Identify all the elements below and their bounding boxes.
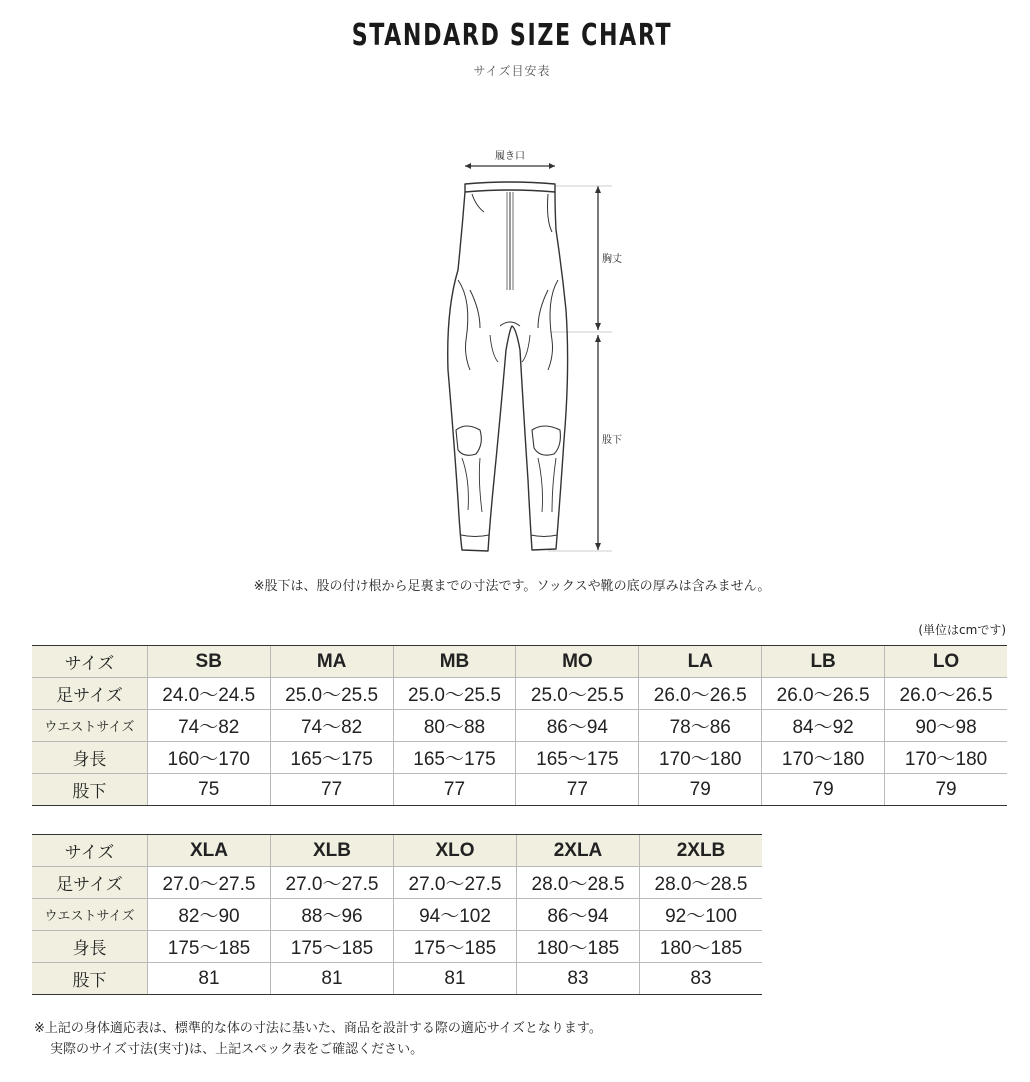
inseam-note: ※股下は、股の付け根から足裏までの寸法です。ソックスや靴の底の厚みは含みません。 [253,579,771,594]
table-cell: 86〜94 [517,899,640,931]
table-cell: 83 [517,963,640,995]
footer-note [34,1018,602,1060]
footer-note-line1: ※上記の身体適応表は、標準的な体の寸法に基いた、商品を設計する際の適応サイズとなります。 [34,1021,602,1036]
table-cell: 170〜180 [885,742,1007,774]
table-cell: 74〜82 [270,710,393,742]
table-cell: 170〜180 [639,742,762,774]
table-row [32,646,1007,678]
label-inseam: 股下 [602,435,622,446]
table-cell: 180〜185 [640,931,763,963]
table-cell: 74〜82 [147,710,270,742]
table-cell: 175〜185 [271,931,394,963]
label-opening: 履き口 [495,151,525,162]
table-cell: 25.0〜25.5 [270,678,393,710]
size-header: MB [393,646,516,678]
footer-note-line2: 実際のサイズ寸法(実寸)は、上記スペック表をご確認ください。 [50,1042,424,1057]
row-label-waist: ウエストサイズ [32,899,148,931]
table-cell: 27.0〜27.5 [271,867,394,899]
table-row [32,899,762,931]
row-label-height: 身長 [32,742,147,774]
opening-arrow-right [549,163,555,169]
table-row [32,774,1007,806]
page-subtitle: サイズ目安表 [473,64,551,78]
size-header: 2XLB [640,835,763,867]
size-header: 2XLA [517,835,640,867]
size-header: LO [885,646,1007,678]
table-cell: 82〜90 [148,899,271,931]
size-header: MO [516,646,639,678]
table-cell: 28.0〜28.5 [517,867,640,899]
wader-outline [448,182,568,551]
table-cell: 79 [639,774,762,806]
table-row [32,835,762,867]
table-cell: 26.0〜26.5 [885,678,1007,710]
table-cell: 26.0〜26.5 [762,678,885,710]
table-cell: 24.0〜24.5 [147,678,270,710]
table-cell: 90〜98 [885,710,1007,742]
wader-diagram [420,140,650,560]
table-cell: 170〜180 [762,742,885,774]
table-cell: 75 [147,774,270,806]
table-row [32,742,1007,774]
table-cell: 180〜185 [517,931,640,963]
table-row [32,963,762,995]
table-cell: 92〜100 [640,899,763,931]
size-table-2 [32,834,762,995]
unit-note: (単位はcmです) [918,623,1006,637]
table-cell: 81 [271,963,394,995]
page-title: STANDARD SIZE CHART [351,18,673,53]
row-label-height: 身長 [32,931,148,963]
table-row [32,710,1007,742]
table-cell: 175〜185 [394,931,517,963]
size-header: XLO [394,835,517,867]
table-cell: 27.0〜27.5 [394,867,517,899]
table-cell: 175〜185 [148,931,271,963]
table-cell: 165〜175 [516,742,639,774]
table-cell: 84〜92 [762,710,885,742]
table-cell: 77 [270,774,393,806]
row-label-foot: 足サイズ [32,867,148,899]
table-cell: 77 [516,774,639,806]
size-header: XLB [271,835,394,867]
row-label-size: サイズ [32,646,147,678]
size-header: SB [147,646,270,678]
table-cell: 78〜86 [639,710,762,742]
table-cell: 77 [393,774,516,806]
table-cell: 80〜88 [393,710,516,742]
table-cell: 165〜175 [270,742,393,774]
table-cell: 26.0〜26.5 [639,678,762,710]
table-row [32,931,762,963]
table-cell: 165〜175 [393,742,516,774]
table-cell: 79 [762,774,885,806]
opening-arrow-left [465,163,471,169]
table-cell: 81 [394,963,517,995]
table-cell: 86〜94 [516,710,639,742]
row-label-foot: 足サイズ [32,678,147,710]
size-header: LA [639,646,762,678]
size-header: XLA [148,835,271,867]
table-cell: 27.0〜27.5 [148,867,271,899]
row-label-waist: ウエストサイズ [32,710,147,742]
row-label-inseam: 股下 [32,963,148,995]
row-label-inseam: 股下 [32,774,147,806]
table-cell: 88〜96 [271,899,394,931]
table-cell: 25.0〜25.5 [393,678,516,710]
size-table-1 [32,645,1007,806]
row-label-size: サイズ [32,835,148,867]
table-cell: 94〜102 [394,899,517,931]
table-row [32,867,762,899]
table-cell: 81 [148,963,271,995]
table-cell: 160〜170 [147,742,270,774]
table-cell: 25.0〜25.5 [516,678,639,710]
table-row [32,678,1007,710]
label-chest: 胸丈 [602,254,622,265]
size-header: LB [762,646,885,678]
size-header: MA [270,646,393,678]
table-cell: 83 [640,963,763,995]
table-cell: 28.0〜28.5 [640,867,763,899]
table-cell: 79 [885,774,1007,806]
